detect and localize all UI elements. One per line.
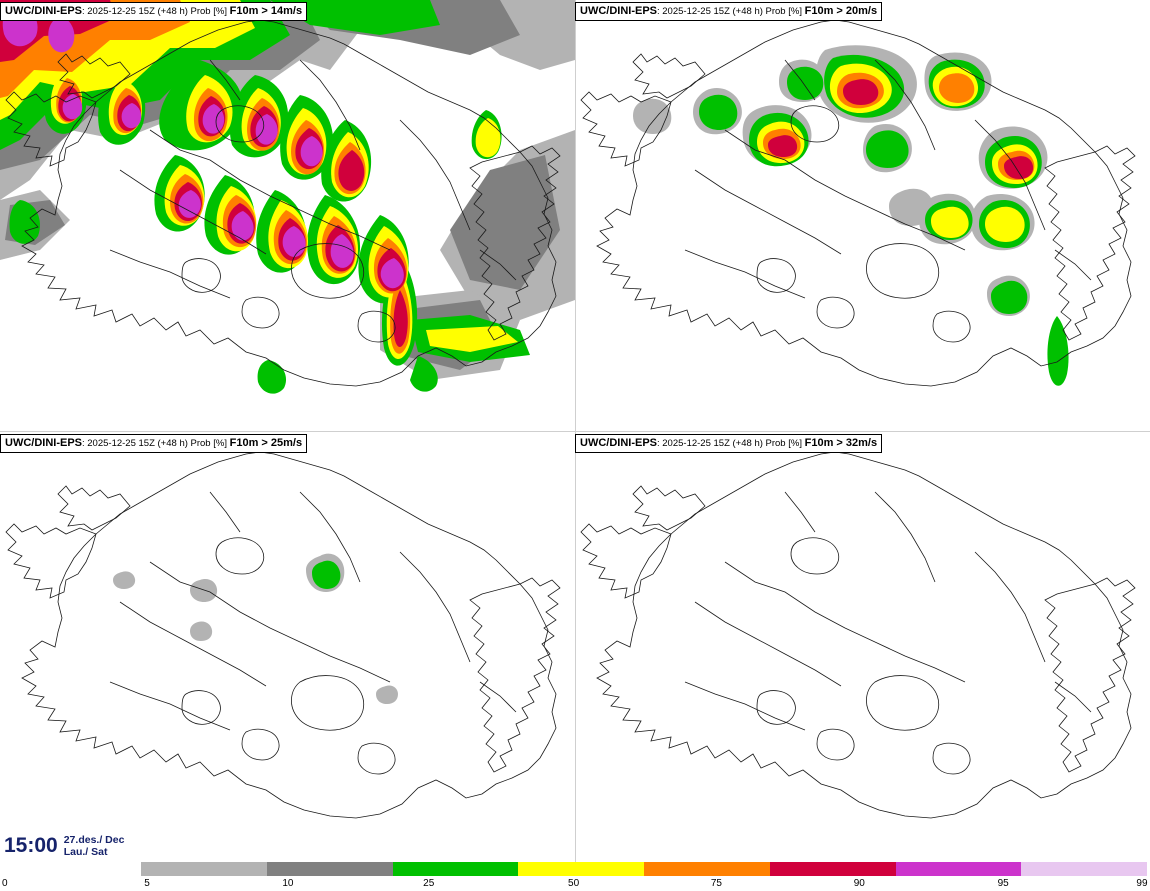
- map-panel-25ms[interactable]: [0, 432, 575, 864]
- probability-colorbar: [0, 862, 1150, 891]
- panel-divider-vertical: [575, 0, 576, 864]
- colorbar-tick-25: 25: [423, 878, 435, 889]
- panel-divider-horizontal: [0, 431, 1150, 432]
- panel-run-label: : 2025-12-25 15Z (+48 h) Prob [%]: [82, 438, 230, 449]
- colorbar-tick-labels: [141, 876, 1147, 890]
- colorbar-tick-10: 10: [282, 878, 294, 889]
- panel-header-20ms: [575, 2, 882, 21]
- map-canvas-14ms: [0, 0, 575, 432]
- map-panel-32ms[interactable]: [575, 432, 1150, 864]
- panel-param-label: F10m > 32m/s: [804, 437, 878, 449]
- panel-header-14ms: [0, 2, 307, 21]
- valid-date-block: [64, 834, 125, 858]
- colorbar-segment-5: [141, 862, 267, 876]
- colorbar-tick-95: 95: [997, 878, 1009, 889]
- colorbar-segment-75: [644, 862, 770, 876]
- map-canvas-32ms: [575, 432, 1150, 864]
- colorbar-zero-label: 0: [2, 878, 8, 889]
- map-canvas-20ms: [575, 0, 1150, 432]
- colorbar-gradient: [141, 862, 1147, 876]
- panel-param-label: F10m > 20m/s: [804, 5, 878, 17]
- colorbar-tick-90: 90: [853, 878, 865, 889]
- colorbar-segment-90: [770, 862, 896, 876]
- valid-time-box: [0, 826, 140, 866]
- valid-weekday: Lau./ Sat: [63, 846, 108, 858]
- colorbar-segment-10: [267, 862, 393, 876]
- colorbar-tick-75: 75: [710, 878, 722, 889]
- panel-model-label: UWC/DINI-EPS: [5, 437, 82, 449]
- panel-header-25ms: [0, 434, 307, 453]
- colorbar-tick-99: 99: [1136, 878, 1148, 889]
- map-canvas-25ms: [0, 432, 575, 864]
- panel-model-label: UWC/DINI-EPS: [580, 5, 657, 17]
- map-panel-20ms[interactable]: [575, 0, 1150, 432]
- valid-time: 15:00: [4, 834, 58, 857]
- panel-param-label: F10m > 25m/s: [229, 437, 303, 449]
- panel-model-label: UWC/DINI-EPS: [5, 5, 82, 17]
- map-panel-14ms[interactable]: [0, 0, 575, 432]
- colorbar-tick-5: 5: [144, 878, 150, 889]
- colorbar-segment-25: [393, 862, 519, 876]
- panel-header-32ms: [575, 434, 882, 453]
- colorbar-segment-99: [1021, 862, 1147, 876]
- valid-date: 27.des./ Dec: [63, 834, 125, 846]
- colorbar-segment-50: [518, 862, 644, 876]
- panel-run-label: : 2025-12-25 15Z (+48 h) Prob [%]: [82, 6, 230, 17]
- panel-model-label: UWC/DINI-EPS: [580, 437, 657, 449]
- panel-run-label: : 2025-12-25 15Z (+48 h) Prob [%]: [657, 438, 805, 449]
- colorbar-segment-95: [896, 862, 1022, 876]
- panel-param-label: F10m > 14m/s: [229, 5, 303, 17]
- panel-run-label: : 2025-12-25 15Z (+48 h) Prob [%]: [657, 6, 805, 17]
- colorbar-tick-50: 50: [568, 878, 580, 889]
